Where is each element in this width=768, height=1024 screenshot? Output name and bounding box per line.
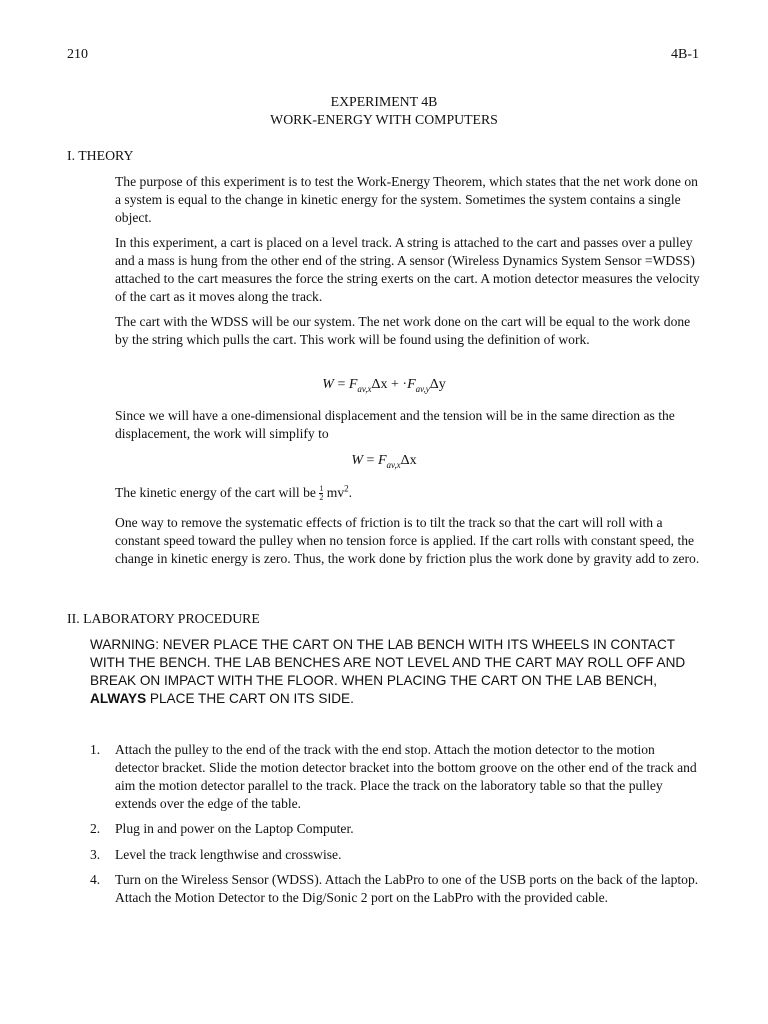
warning-text: WARNING: NEVER PLACE THE CART ON THE LAB BENCH WITH ITS WHEELS IN CONTACT WITH THE BENCH. THE LAB BENCHES ARE NOT LEVEL AND THE CART MAY ROLL OFF AND BREAK ON IMPACT WITH THE FLOOR. WHEN PLACING THE CART ON THE LAB BENCH,	[90, 637, 686, 688]
step-text: Level the track lengthwise and crosswise.	[115, 847, 342, 862]
theory-paragraph-4: Since we will have a one-dimensional displacement and the tension will be in the same direction as the displacement, the work will simplify to	[115, 408, 675, 441]
ke-exponent: 2	[344, 483, 349, 494]
ke-period: .	[348, 485, 353, 500]
eq2-sub1: av,x	[386, 460, 401, 470]
ke-mv: mv	[326, 485, 345, 500]
theory-heading: I. THEORY	[67, 148, 134, 163]
work-equation-2d	[0, 376, 768, 394]
eq1-f2: F	[407, 377, 416, 392]
step-number: 1.	[90, 742, 101, 757]
experiment-subtitle: WORK-ENERGY WITH COMPUTERS	[270, 112, 498, 127]
theory-paragraph-2: In this experiment, a cart is placed on a level track. A string is attached to the cart and passes over a pulley and a mass is hung from the other end of the string. A sensor (Wireless Dynamics System Sensor =WDSS) attached to the cart measures the force the string exerts on the cart. A motion detector measures the velocity of the cart as it moves along the track.	[115, 235, 700, 304]
eq1-dx: Δx	[371, 377, 388, 392]
section-code: 4B-1	[671, 47, 699, 62]
frac-num: 1	[319, 484, 324, 494]
step-number: 3.	[90, 847, 101, 862]
eq2-dx: Δx	[400, 453, 417, 468]
eq2-f1: F	[377, 453, 387, 468]
theory-paragraph-1: The purpose of this experiment is to test the Work-Energy Theorem, which states that the net work done on a system is equal to the change in kinetic energy for the system. Sometimes the system contains a single object.	[115, 174, 698, 225]
warning-notice	[90, 636, 690, 708]
theory-paragraph-6: One way to remove the systematic effects of friction is to tilt the track so that the cart will roll with a constant speed toward the pulley when no tension force is applied. If the cart rolls with constant speed, the change in kinetic energy is zero. Thus, the work done by friction plus the work done by gravity add to zero.	[115, 515, 700, 566]
step-text: Turn on the Wireless Sensor (WDSS). Attach the LabPro to one of the USB ports on the back of the laptop. Attach the Motion Detector to the Dig/Sonic 2 port on the LabPro with the provided cable.	[115, 872, 699, 905]
ke-text: The kinetic energy of the cart will be	[115, 485, 316, 500]
warning-text-end: PLACE THE CART ON ITS SIDE.	[146, 691, 354, 706]
eq1-f1: F	[348, 377, 358, 392]
step-number: 2.	[90, 821, 101, 836]
step-text: Plug in and power on the Laptop Computer.	[115, 821, 354, 836]
eq1-sub2: av,y	[415, 384, 430, 394]
work-equation-1d	[0, 452, 768, 470]
theory-paragraph-3: The cart with the WDSS will be our system. The net work done on the cart will be equal to the work done by the string which pulls the cart. This work will be found using the definition of work.	[115, 314, 691, 347]
experiment-title: EXPERIMENT 4B	[330, 94, 438, 109]
page-number: 210	[67, 47, 88, 62]
theory-paragraph-5	[115, 484, 700, 502]
eq2-w: W	[351, 453, 364, 468]
step-text: Attach the pulley to the end of the track with the end stop. Attach the motion detector to the motion detector bracket. Slide the motion detector bracket into the bottom groove on the other end of the track and aim the motion detector parallel to the track. Place the track on the laboratory table so that the pulley extends over the edge of the table.	[115, 742, 697, 811]
procedure-heading: II. LABORATORY PROCEDURE	[67, 611, 260, 626]
eq2-equals: =	[366, 453, 375, 468]
one-half-fraction	[319, 485, 323, 502]
frac-den: 2	[319, 493, 324, 503]
step-number: 4.	[90, 872, 101, 887]
eq1-sub1: av,x	[357, 384, 372, 394]
eq1-plus: + ·	[391, 377, 408, 392]
warning-always: ALWAYS	[90, 691, 147, 706]
eq1-dy: Δy	[429, 377, 446, 392]
eq1-equals: =	[337, 377, 346, 392]
eq1-w: W	[322, 377, 334, 392]
